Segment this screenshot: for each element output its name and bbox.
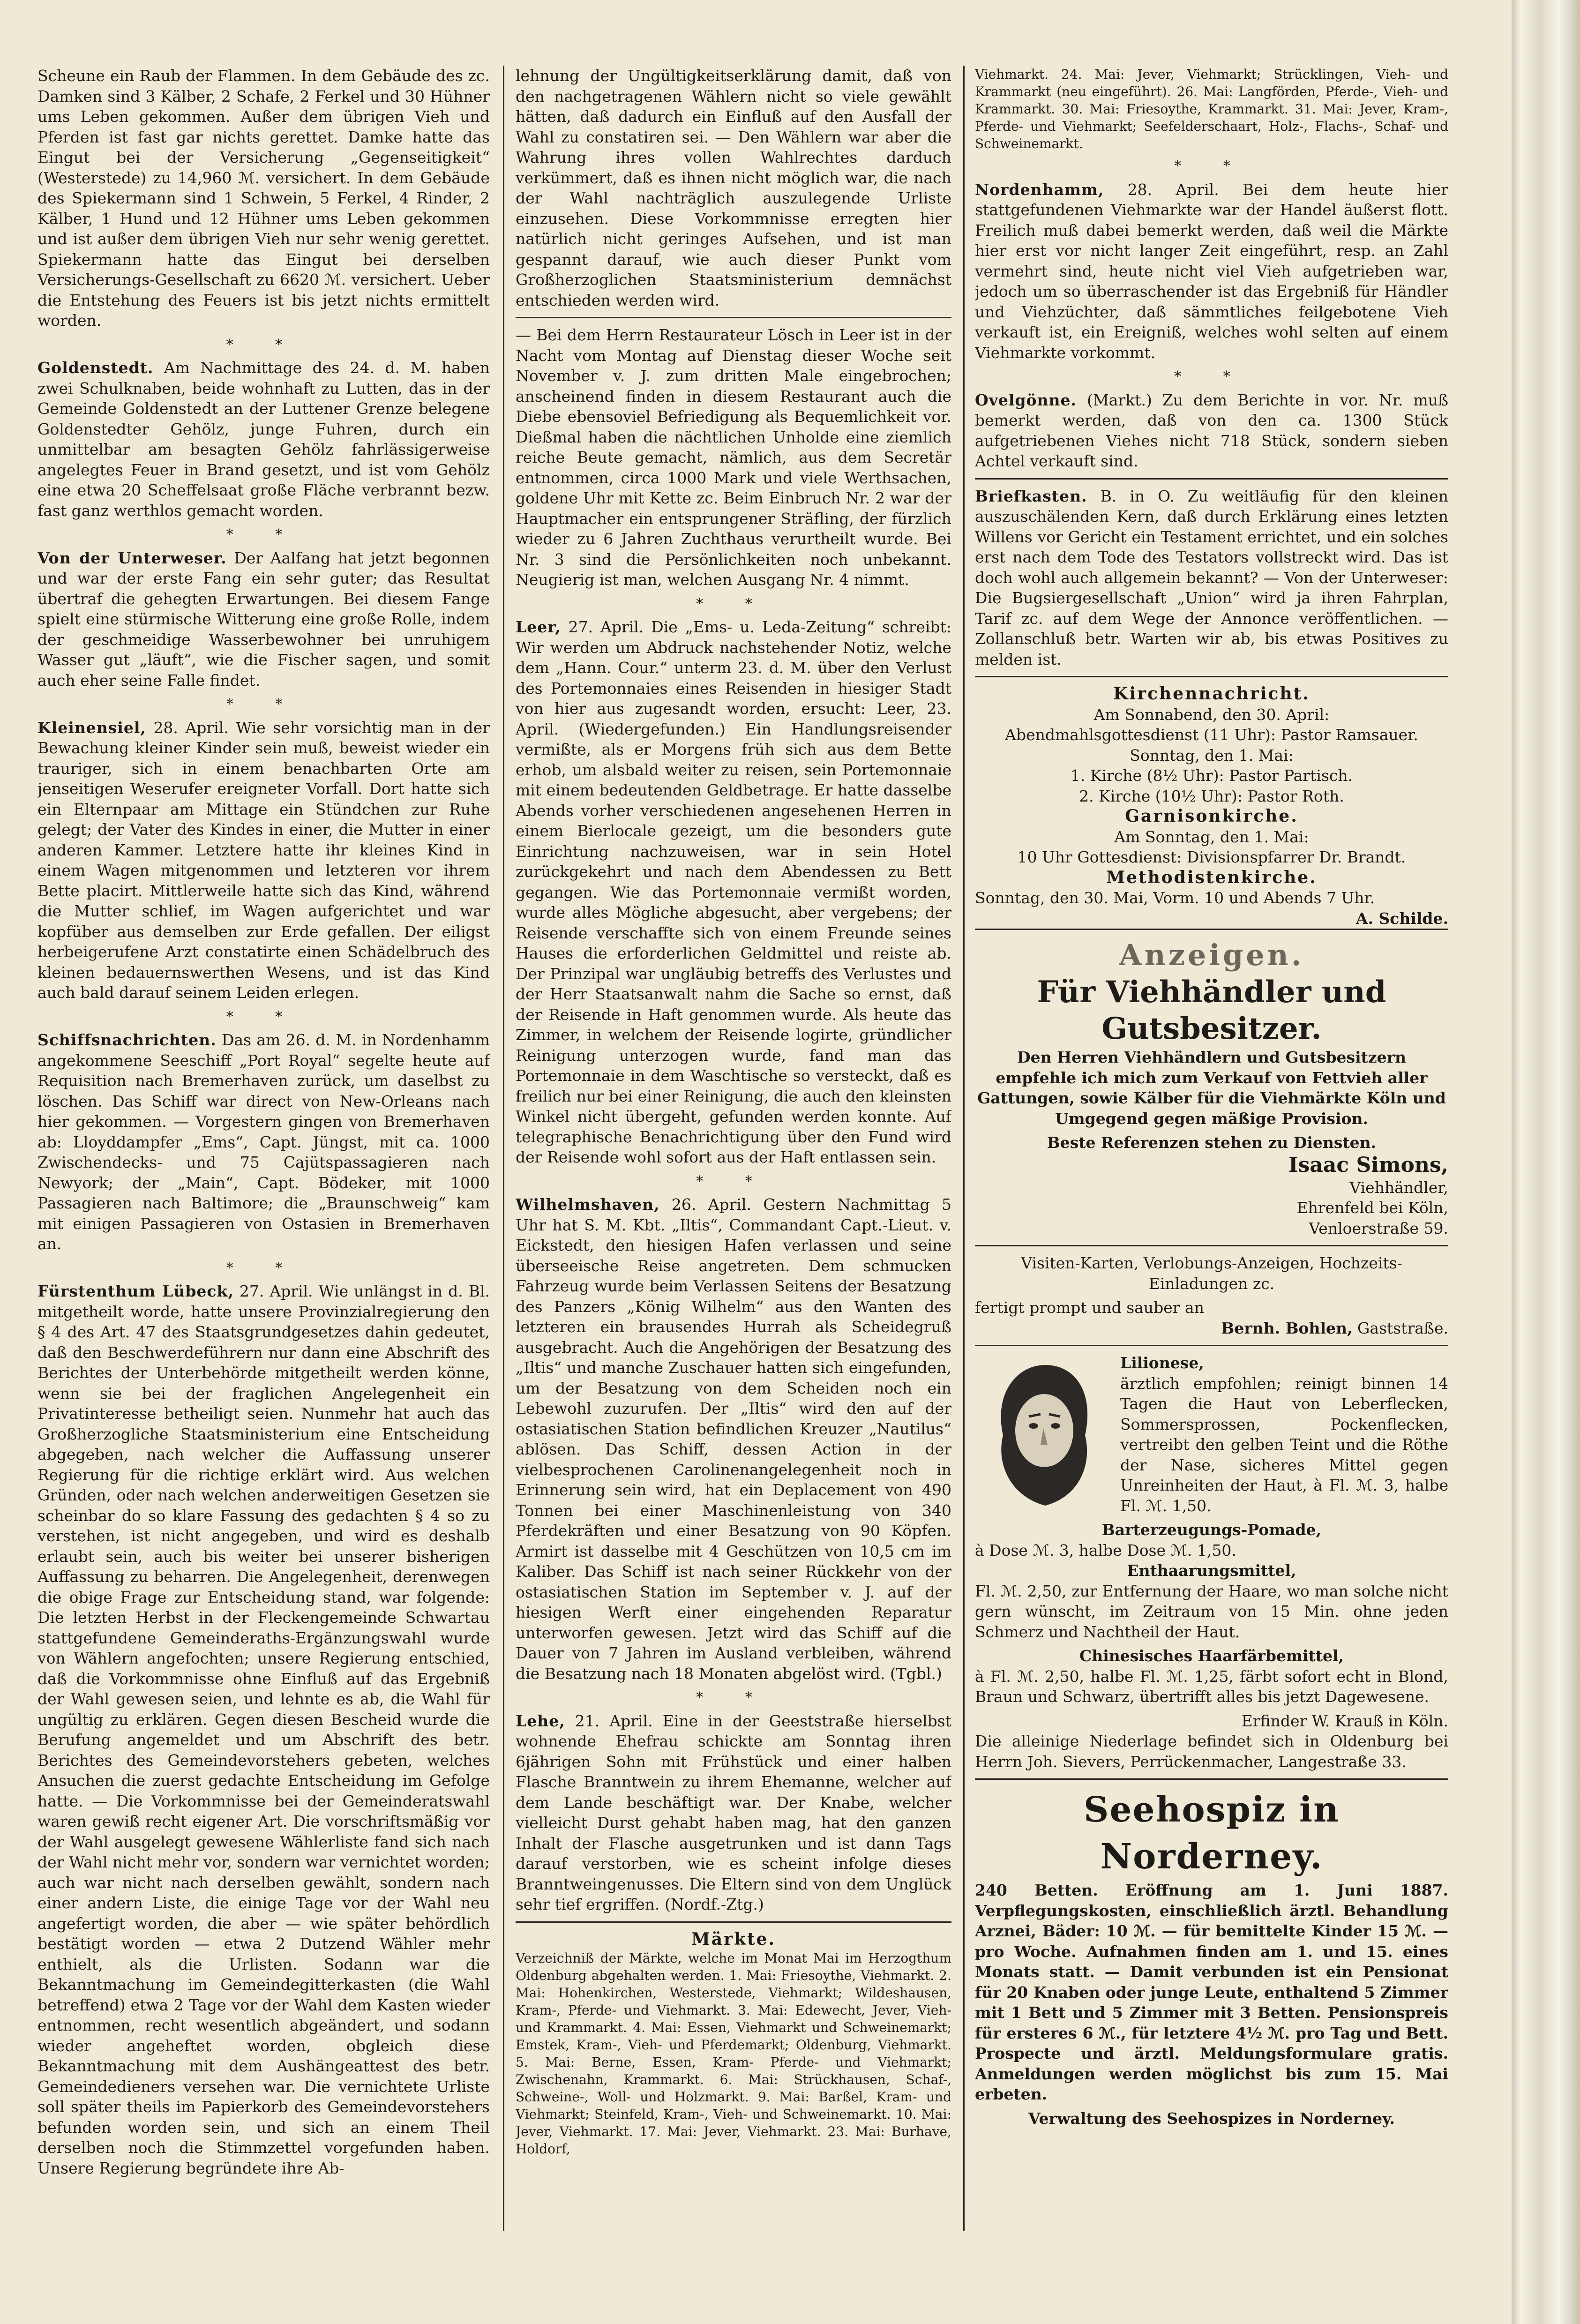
methodist-line: [975, 888, 1448, 928]
ad-line: fertigt prompt und sauber an: [975, 1298, 1204, 1317]
church-line: 1. Kirche (8½ Uhr): Pastor Partisch.: [1070, 766, 1353, 785]
article-text: lehnung der Ungültigkeitserklärung damit, daß von den nachgetragenen Wählern nicht so viele gewählt hätten, daß dadurch ein Einfluß auf den Ausfall der Wahl zu constatiren sei. — Den Wählern war aber die Wahrung ihres vollen Wahlrechtes darduch verkümmert, daß es ihnen nicht möglich war, die nach der Wahl nachträglich auszulegende Urliste einzusehen. Diese Vorkommnisse erregten hier natürlich nicht geringes Aufsehen, und ist man gespannt darauf, wie auch dieser Punkt vom Großherzoglichen Staatsministerium demnächst entschieden werden wird.: [516, 67, 951, 309]
ad-line: Ehrenfeld bei Köln,: [1296, 1199, 1448, 1217]
article-text: 28. April. Bei dem heute hier stattgefundenen Viehmarkte war der Handel äußerst flott. Freilich muß dabei bemerkt werden, daß weil die Märkte hier erst vor nicht langer Zeit eingeführt, resp. an Zahl vermehrt sind, heute nicht viel Vieh aufgetrieben war, jedoch um so überraschender ist das Ergebniß für Händler und Viehzüchter, daß sämmtliches feilgebotene Vieh verkauft ist, ein Ereigniß, welches wohl selten auf einem Viehmarkte vorkommt.: [975, 180, 1448, 362]
ad-seehospiz-signature: Verwaltung des Seehospizes in Norderney.: [1028, 2109, 1395, 2128]
divider: [975, 478, 1448, 480]
separator-stars: * *: [226, 696, 301, 712]
church-line: Am Sonnabend, den 30. April:: [1093, 705, 1330, 724]
church-line: Am Sonntag, den 1. Mai:: [1114, 827, 1309, 846]
column-1: [37, 66, 490, 2231]
article-text: 27. April. Die „Ems- u. Leda-Zeitung“ schreibt: Wir werden um Abdruck nachstehender Notiz, welche dem „Hann. Cour.“ unterm 23. d. M. über den Verlust des Portemonnaies eines Reisenden in hiesiger Stadt von hier aus zugesandt worden, ersucht: Leer, 23. April. (Wiedergefunden.) Ein Handlungsreisender vermißte, als er Morgens früh sich aus dem Bette erhob, um alsbald weiter zu reisen, sein Portemonnaie mit einem bedeutenden Geldbetrage. Er hatte dasselbe Abends vorher verschiedenen angesehenen Herren in einem Bierlocale gezeigt, um die besonders gute Einrichtung nachzuweisen, war in sein Hotel zurückgekehrt und nach dem Abendessen zu Bett gegangen. Wie das Portemonnaie vermißt worden, wurde alles Mögliche abgesucht, aber vergebens; der Reisende verschaffte sich von einem Freunde seines Hauses die erforderlichen Geldmittel und reiste ab. Der Prinzipal war ungläubig betreffs des Verlustes und der Herr Staatsanwalt nahm die Sache so ernst, daß der Reisende in Haft genommen wurde. Als heute das Zimmer, in welchem der Reisende logirte, gründlicher Reinigung unterzogen wurde, fand man das Portemonnaie in dem Waschtische so versteckt, daß es freilich nur bei einer Reinigung, die auch den kleinsten Winkel nicht übergeht, gefunden werden konnte. Auf telegraphische Benachrichtigung über den Fund wird der Reisende wohl sofort aus der Haft entlassen sein.: [516, 618, 951, 1166]
divider: [975, 676, 1448, 677]
article-text: (Markt.) Zu dem Berichte in vor. Nr. muß bemerkt werden, daß von den ca. 1300 Stück aufgetriebenen Viehes nicht 718 Stück, sondern sieben Achtel verkauft sind.: [975, 390, 1448, 470]
separator-stars: * *: [696, 1173, 771, 1190]
ad-viehhaendler-text: Den Herren Viehhändlern und Gutsbesitzern empfehle ich mich zum Verkauf von Fettvieh aller Gattungen, sowie Kälber für die Viehmärkte Köln und Umgegend gegen mäßige Provision.: [977, 1048, 1446, 1128]
page-edge: [1512, 0, 1580, 2324]
separator-stars: * *: [226, 526, 301, 543]
separator-stars: * *: [226, 1008, 301, 1025]
ad-product-text: Fl. ℳ. 2,50, zur Entfernung der Haare, wo man solche nicht gern wünscht, im Zeitraum von 15 Min. ohne jeden Schmerz und Nachtheil der Haut.: [975, 1582, 1448, 1641]
article-text: Das am 26. d. M. in Nordenhamm angekommene Seeschiff „Port Royal“ segelte heute auf Requisition nach Bremerhaven zurück, um daselbst zu löschen. Das Schiff war direct von New-Orleans nach hier gekommen. — Vorgestern gingen von Bremerhaven ab: Lloyddampfer „Ems“, Capt. Jüngst, mit ca. 1000 Zwischendecks- und 75 Cajütspassagieren nach Newyork; der „Main“, Capt. Bödeker, mit 1000 Passagieren nach Baltimore; die „Braunschweig“ kam mit einigen Passagieren von Ostasien in Bremerhaven an.: [37, 1031, 490, 1253]
separator-stars: * *: [1174, 158, 1249, 174]
article-luebeck: [37, 1281, 490, 2178]
ads-heading: Anzeigen.: [1119, 938, 1304, 972]
article-heading: Kleinensiel,: [37, 718, 146, 737]
garrison-heading: Garnisonkirche.: [1125, 806, 1298, 826]
ad-lilionese: [975, 1353, 1448, 1516]
ad-printing-text: Visiten-Karten, Verlobungs-Anzeigen, Hochzeits-Einladungen zc.: [1021, 1254, 1402, 1293]
ad-advertiser-name: Isaac Simons,: [1288, 1153, 1448, 1177]
divider: [516, 317, 951, 318]
article-heading: Fürstenthum Lübeck,: [37, 1282, 234, 1300]
column-3: [975, 66, 1448, 2231]
article-heading: Leer,: [516, 618, 561, 636]
separator-stars: * *: [696, 1689, 771, 1706]
ad-advertiser-name: Bernh. Bohlen,: [1221, 1319, 1353, 1337]
article-text: Am Nachmittage des 24. d. M. haben zwei Schulknaben, beide wohnhaft zu Lutten, das in der Gemeinde Goldenstedt an der Luttener Grenze belegene Goldenstedter Gehölz, junge Fuhren, durch ein unmittelbar am besagten Gehölz fahrlässigerweise angelegtes Feuer in Brand gesetzt, und ist vom Gehölz eine etwa 20 Scheffelsaat große Fläche verbrannt bezw. fast ganz werthlos gemacht worden.: [37, 359, 490, 520]
article-text: 21. April. Eine in der Geeststraße hierselbst wohnende Ehefrau schickte am Sonntag ihren 6jährigen Sohn mit Frühstück und einer halben Flasche Branntwein zu ihrem Ehemanne, welcher auf dem Lande beschäftigt war. Der Knabe, welcher vielleicht Durst gehabt haben mag, hat den ganzen Inhalt der Flasche ausgetrunken und ist dann Tags darauf verstorben, wie es scheint infolge dieses Branntweingenusses. Die Eltern sind von dem Unglück sehr tief ergriffen.: [516, 1711, 951, 1913]
ad-seehospiz-title: Seehospiz in Norderney.: [1084, 1790, 1340, 1877]
article-nordenhamm: [975, 180, 1448, 363]
article-heading: Lehe,: [516, 1711, 565, 1730]
article-unterweser: [37, 548, 490, 691]
article-text: 28. April. Wie sehr vorsichtig man in der Bewachung kleiner Kinder sein muß, beweist wieder ein trauriger, sich in einem benachbarten Orte am jenseitigen Weserufer ereigneter Vorfall. Dort hatte sich ein Elternpaar am Mittage ein Stündchen zur Ruhe gelegt; der Vater des Kindes in einer, die Mutter in einer anderen Kammer. Letztere hatte ihr kleines Kind in einem Wagen mitgenommen und letzteren vor ihrem Bette placirt. Mittlerweile hatte sich das Kind, während die Mutter schlief, im Wagen aufgerichtet und war kopfüber aus demselben zur Erde gefallen. Der eiligst herbeigerufene Arzt constatirte einen Schädelbruch des kleinen bedauernswerthen Wesens, und ist das Kind auch bald darauf seinem Leiden erlegen.: [37, 718, 490, 1002]
briefkasten: [975, 486, 1448, 670]
divider: [975, 929, 1448, 930]
column-2: [516, 66, 951, 2231]
column-rule: [503, 66, 504, 2231]
article-heading: Goldenstedt.: [37, 359, 154, 377]
article-source: (Nordf.-Ztg.): [665, 1895, 764, 1913]
ad-viehhaendler-title: Für Viehhändler und Gutsbesitzer.: [1037, 975, 1386, 1046]
article-heading: Von der Unterweser.: [37, 548, 227, 567]
article-source: (Tgbl.): [890, 1664, 942, 1683]
article-schiffsnachrichten: [37, 1030, 490, 1254]
ad-product-heading: Chinesisches Haarfärbemittel,: [1079, 1647, 1344, 1665]
church-line: Sonntag, den 30. Mai, Vorm. 10 und Abends 7 Uhr.: [975, 889, 1375, 907]
separator-stars: * *: [1174, 368, 1249, 385]
article-heading: Schiffsnachrichten.: [37, 1031, 217, 1049]
markets-list-continued: Viehmarkt. 24. Mai: Jever, Viehmarkt; Strücklingen, Vieh- und Krammarkt (neu eingeführt). 26. Mai: Langförden, Pferde-, Vieh- und Krammarkt. 30. Mai: Friesoythe, Krammarkt. 31. Mai: Jever, Kram-, Pferde- und Viehmarkt; Seefelderschaart, Holz-, Flachs-, Schaf- und Schweinemarkt.: [975, 67, 1448, 151]
portrait-illustration: [975, 1356, 1111, 1510]
article-ovelgoenne: [975, 390, 1448, 472]
ad-line: Venloerstraße 59.: [1309, 1219, 1448, 1237]
ad-inventor: Erfinder W. Krauß in Köln.: [1241, 1711, 1448, 1730]
article-heading: Ovelgönne.: [975, 390, 1077, 409]
divider: [516, 1921, 951, 1923]
separator-stars: * *: [696, 595, 771, 612]
church-line: 10 Uhr Gottesdienst: Divisionspfarrer Dr. Brandt.: [1017, 848, 1406, 866]
section-heading-maerkte: Märkte.: [691, 1929, 776, 1949]
ad-line: Gaststraße.: [1357, 1319, 1448, 1337]
church-line: 2. Kirche (10½ Uhr): Pastor Roth.: [1079, 787, 1344, 805]
article-text: Der Aalfang hat jetzt begonnen und war der erste Fang ein sehr guter; das Resultat übertraf die gehegten Erwartungen. Bei diesem Fange spielt eine stürmische Witterung eine große Rolle, indem der geschmeidige Wasserbewohner bei unruhigem Wasser gut „läuft“, wie die Fischer sagen, und somit auch eher seine Falle findet.: [37, 548, 490, 690]
article-leer: [516, 617, 951, 1168]
ad-product-text: à Dose ℳ. 3, halbe Dose ℳ. 1,50.: [975, 1541, 1236, 1559]
article-text: 27. April. Wie unlängst in d. Bl. mitgetheilt worde, hatte unsere Provinzialregierung den § 4 des Art. 47 des Staatsgrundgesetzes dahin gedeutet, daß den Beschwerdeführern nur dann eine Abschrift des Berichtes der Unterbehörde mitgetheilt werden könne, wenn sie bei der fraglichen Angelegenheit ein Privatinteresse betheiligt seien. Nunmehr hat auch das Großherzogliche Staatsministerium eine Entscheidung abgegeben, nach welcher die Auffassung unserer Regierung für die richtige erklärt wird. Aus welchen Gründen, oder nach welchen anderweitigen Gesetzen sie scheinbar do so klare Fassung des gedachten § 4 so zu verstehen, ist nicht angegeben, und wird es deshalb erlaubt sein, auch bis weiter bei unserer bisherigen Auffassung zu beharren. Die Angelegenheit, derenwegen die obige Frage zur Entscheidung stand, war folgende: Die letzten Herbst in der Fleckengemeinde Schwartau stattgefundene Gemeinderaths-Ergänzungswahl wurde von Wählern angefochten; unsere Regierung entschied, daß die Vorkommnisse ohne Einfluß auf das Ergebniß der Wahl gewesen seien, und lehnte es ab, die Wahl für ungültig zu erklären. Gegen diesen Bescheid wurde die Berufung angemeldet und um Abschrift des betr. Berichtes des Gemeindevorstehers gebeten, welches Ansuchen die zuerst gedachte Entscheidung im Gefolge hatte. — Die Vorkommnisse bei der Gemeinderatswahl waren gewiß recht eigener Art. Die vorschriftsmäßig vor der Wahl ausgelegt gewesene Wählerliste fand sich nach der Wahl nicht mehr vor, sondern war vernichtet worden; auch war nicht nach derselben gewählt, sondern nach einer andern Liste, die einige Tage vor der Wahl neu angefertigt worden, die aber — wie später behördlich bestätigt worden — etwa 2 Dutzend Wähler mehr enthielt, als die Urlisten. Sodann war die Bekanntmachung im Gemeindegitterkasten (die Wahl betreffend) etwa 2 Tage vor der Wahl dem Kasten wieder entnommen, recht wesentlich abgeändert, und sodann wieder angeheftet worden, obgleich diese Bekanntmachung mit dem Aushängeattest des betr. Gemeindedieners versehen war. Die vernichtete Urliste soll später theils im Papierkorb des Gemeindevorstehers befunden worden sein, und sich an einem Theil derselben noch die Stimmzettel vorgefunden haben. Unsere Regierung begründete ihre Ab-: [37, 1282, 490, 2177]
markets-list: Verzeichniß der Märkte, welche im Monat Mai im Herzogthum Oldenburg abgehalten werden. 1. Mai: Friesoythe, Viehmarkt. 2. Mai: Hohenkirchen, Westerstede, Viehmarkt; Wildeshausen, Kram-, Pferde- und Viehmarkt. 3. Mai: Edewecht, Jever, Vieh- und Krammarkt. 4. Mai: Essen, Viehmarkt und Schweinemarkt; Emstek, Kram-, Vieh- und Pferdemarkt; Oldenburg, Viehmarkt. 5. Mai: Berne, Essen, Kram- Pferde- und Viehmarkt; Zwischenahn, Krammarkt. 6. Mai: Strückhausen, Schaf-, Schweine-, Woll- und Holzmarkt. 9. Mai: Barßel, Kram- und Viehmarkt; Steinfeld, Kram-, Vieh- und Schweinemarkt. 10. Mai: Jever, Viehmarkt. 17. Mai: Jever, Viehmarkt. 23. Mai: Burhave, Holdorf,: [516, 1950, 951, 2157]
article-text: Scheune ein Raub der Flammen. In dem Gebäude des zc. Damken sind 3 Kälber, 2 Schafe, 2 Ferkel und 30 Hühner ums Leben gekommen. Außer dem übrigen Vieh und Pferden ist fast gar nichts gerettet. Damke hatte das Eingut bei der Versicherung „Gegenseitigkeit“ (Westerstede) zu 14,960 ℳ. versichert. In dem Gebäude des Spiekermann sind 1 Schwein, 5 Ferkel, 4 Rinder, 2 Kälber, 1 Hund und 12 Hühner ums Leben gekommen und ist außer dem übrigen Vieh nur sehr wenig gerettet. Spiekermann hatte das Eingut bei derselben Versicherungs-Gesellschaft zu 6620 ℳ. versichert. Ueber die Entstehung des Feuers ist bis jetzt nichts ermittelt worden.: [37, 67, 490, 330]
article-lehe: [516, 1711, 951, 1915]
divider: [975, 1345, 1448, 1346]
divider: [975, 1778, 1448, 1780]
article-wilhelmshaven: [516, 1194, 951, 1684]
article-heading: Wilhelmshaven,: [516, 1195, 660, 1214]
ad-product-heading: Enthaarungsmittel,: [1127, 1561, 1296, 1580]
church-heading: Kirchennachricht.: [1113, 684, 1310, 704]
ad-line: Viehhändler,: [1349, 1178, 1448, 1197]
church-line: Sonntag, den 1. Mai:: [1130, 746, 1294, 765]
separator-stars: * *: [226, 1259, 301, 1276]
article-leer-einbruch: — Bei dem Herrn Restaurateur Lösch in Leer ist in der Nacht vom Montag auf Dienstag dieser Woche seit November v. J. zum dritten Male eingebrochen; anscheinend finden in diesem Restaurant auch die Diebe ebensoviel Befriedigung als Bequemlichkeit vor. Dießmal haben die nächtlichen Unholde eine ziemlich reiche Beute gemacht, nämlich, aus dem Secretär entnommen, circa 1000 Mark und viele Werthsachen, goldene Uhr mit Kette zc. Beim Einbruch Nr. 2 war der Hauptmacher ein entsprungener Sträfling, der fürzlich wieder zu 6 Jahren Zuchthaus verurtheilt wurde. Bei Nr. 3 sind die Persönlichkeiten noch unbekannt. Neugierig ist man, welchen Ausgang Nr. 4 nimmt.: [516, 326, 951, 589]
methodist-heading: Methodistenkirche.: [1106, 867, 1317, 887]
church-line: Abendmahlsgottesdienst (11 Uhr): Pastor Ramsauer.: [1005, 726, 1418, 744]
article-text: 26. April. Gestern Nachmittag 5 Uhr hat S. M. Kbt. „Iltis“, Commandant Capt.-Lieut. v. Eickstedt, den hiesigen Hafen verlassen und seine überseeische Reise angetreten. Dem schmucken Fahrzeug wurde beim Verlassen Seitens der Besatzung des Panzers „König Wilhelm“ aus den Wanten des letzteren ein brausendes Hurrah als Scheidegruß ausgebracht. Auch die Angehörigen der Besatzung des „Iltis“ und manche Zuschauer hatten sich eingefunden, um der Besatzung von dem Scheiden noch ein Lebewohl zuzurufen. Der „Iltis“ wird den auf der ostasiatischen Station befindlichen Kreuzer „Nautilus“ ablösen. Das Schiff, dessen Action in der vielbesprochenen Carolinenangelegenheit noch in Erinnerung sein wird, hat ein Deplacement von 490 Tonnen bei einer Maschinenleistung von 340 Pferdekräften und einer Besatzung von 90 Köpfen. Armirt ist dasselbe mit 4 Geschützen von 10,5 cm im Kaliber. Das Schiff ist nach seiner Rückkehr von der ostasiatischen Station im September v. J. auf der hiesigen Werft einer eingehenden Reparatur unterworfen gewesen. Jetzt wird das Schiff auf die Dauer von 7 Jahren im Ausland verbleiben, während die Besatzung nach 18 Monaten abgelöst wird.: [516, 1195, 951, 1683]
ad-product-text: à Fl. ℳ. 2,50, halbe Fl. ℳ. 1,25, färbt sofort echt in Blond, Braun und Schwarz, übertrifft alles bis jetzt Dagewesene.: [975, 1667, 1448, 1706]
ad-printing-name: [975, 1318, 1448, 1339]
ad-line: Beste Referenzen stehen zu Diensten.: [1047, 1133, 1377, 1152]
article-heading: Nordenhamm,: [975, 180, 1104, 199]
ad-product-heading: Lilionese,: [1120, 1354, 1204, 1372]
article-goldenstedt: [37, 358, 490, 521]
article-kleinensiel: [37, 718, 490, 1003]
ad-product-text: ärztlich empfohlen; reinigt binnen 14 Tagen die Haut von Leberflecken, Sommersprossen, Pockenflecken, vertreibt den gelben Teint und die Röthe der Nase, sicheres Mittel gegen Unreinheiten der Haut, à Fl. ℳ. 3, halbe Fl. ℳ. 1,50.: [1120, 1374, 1448, 1515]
separator-stars: * *: [226, 336, 301, 353]
article-text: B. in O. Zu weitläufig für den kleinen auszuschälenden Kern, daß durch Erklärung eines letzten Willens vor Gericht ein Testament errichtet, und ein solches erst nach dem Tode des Testators vollstreckt wird. Das ist doch wohl auch allgemein bekannt? — Von der Unterweser: Die Bugsiergesellschaft „Union“ wird ja ihren Fahrplan, Tarif zc. auf dem Wege der Annonce veröffentlichen. — Zollanschluß betr. Warten wir ab, bis etwas Positives zu melden ist.: [975, 487, 1448, 668]
article-heading: Briefkasten.: [975, 487, 1087, 505]
ad-product-heading: Barterzeugungs-Pomade,: [1101, 1521, 1322, 1539]
ad-depot: Die alleinige Niederlage befindet sich in Oldenburg bei Herrn Joh. Sievers, Perrückenmacher, Langestraße 33.: [975, 1732, 1448, 1771]
divider: [975, 1245, 1448, 1246]
signature: A. Schilde.: [1355, 909, 1448, 928]
ad-seehospiz-text: 240 Betten. Eröffnung am 1. Juni 1887. Verpflegungskosten, einschließlich ärztl. Behandlung Arznei, Bäder: 10 ℳ. — für bemittelte Kinder 15 ℳ. — pro Woche. Aufnahmen finden am 1. und 15. eines Monats statt. — Damit verbunden ist ein Pensionat für 20 Knaben oder junge Leute, enthaltend 5 Zimmer mit 1 Bett und 5 Zimmer mit 3 Betten. Pensionspreis für ersteres 6 ℳ., für letztere 4½ ℳ. pro Tag und Bett. Prospecte und ärztl. Meldungsformulare gratis. Anmeldungen werden möglichst bis zum 15. Mai erbeten.: [975, 1881, 1448, 2103]
column-rule: [963, 66, 965, 2231]
